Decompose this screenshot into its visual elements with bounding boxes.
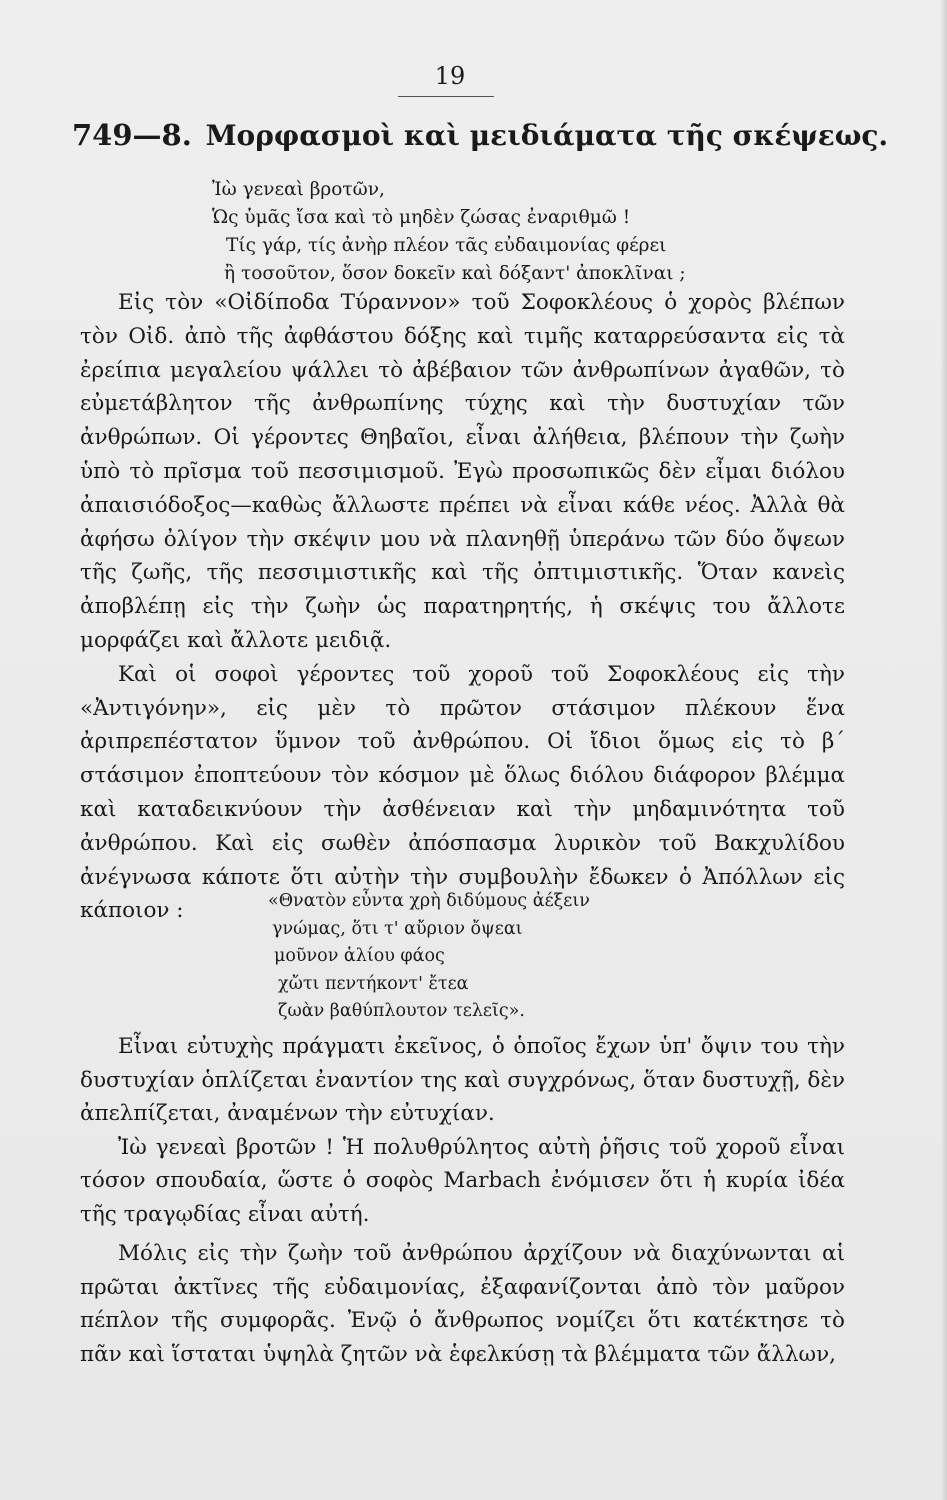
- motto-line: Ἰὼ γενεαὶ βροτῶν,: [212, 179, 385, 200]
- quote-line: ζωὰν βαθύπλουτον τελεῖς».: [278, 1001, 525, 1021]
- page-number: 19: [434, 62, 466, 90]
- paragraph: Εἶναι εὐτυχὴς πράγματι ἐκεῖνος, ὁ ὁποῖος ἔχων ὑπ' ὄψιν του τὴν δυστυχίαν ὁπλίζεται ἐναντίον της καὶ συγχρόνως, ὅταν δυστυχῇ, δὲν ἀπελπίζεται, ἀναμένων τὴν εὐτυχίαν.: [80, 1034, 845, 1126]
- paragraph: Καὶ οἱ σοφοὶ γέροντες τοῦ χοροῦ τοῦ Σοφοκλέους εἰς τὴν «Ἀντιγόνην», εἰς μὲν τὸ πρῶτον στάσιμον πλέκουν ἕνα ἀριπρεπέστατον ὕμνον τοῦ ἀνθρώπου. Οἱ ἴδιοι ὅμως εἰς τὸ β΄ στάσιμον ἐποπτεύουν τὸν κόσμον μὲ ὅλως διόλου διάφορον βλέμμα καὶ καταδεικνύουν τὴν ἀσθένειαν καὶ τὴν μηδαμινότητα τοῦ ἀνθρώπου. Καὶ εἰς σωθὲν ἀπόσπασμα λυρικὸν τοῦ Βακχυλίδου ἀνέγνωσα κάποτε ὅτι αὐτὴν τὴν συμβουλὴν ἔδωκεν ὁ Ἀπόλλων εἰς κάποιον :: [80, 661, 845, 924]
- paragraph: Εἰς τὸν «Οἰδίποδα Τύραννον» τοῦ Σοφοκλέους ὁ χορὸς βλέπων τὸν Οἰδ. ἀπὸ τῆς ἀφθάστου δόξης καὶ τιμῆς καταρρεύσαντα εἰς τὰ ἐρείπια μεγαλείου ψάλλει τὸ ἀβέβαιον τῶν ἀνθρωπίνων ἀγαθῶν, τὸ εὐμετάβλητον τῆς ἀνθρωπίνης τύχης καὶ τὴν δυστυχίαν τῶν ἀνθρώπων. Οἱ γέροντες Θηβαῖοι, εἶναι ἀλήθεια, βλέπουν τὴν ζωὴν ὑπὸ τὸ πρῖσμα τοῦ πεσσιμισμοῦ. Ἐγὼ προσωπικῶς δὲν εἶμαι διόλου ἀπαισιόδοξος—καθὼς ἄλλωστε πρέπει νὰ εἶναι κάθε νέος. Ἀλλὰ θὰ ἀφήσω ὀλίγον τὴν σκέψιν μου νὰ πλανηθῇ ὑπεράνω τῶν δύο ὄψεων τῆς ζωῆς, τῆς πεσσιμιστικῆς καὶ τῆς ὀπτιμιστικῆς. Ὅταν κανεὶς ἀποβλέπῃ εἰς τὴν ζωὴν ὡς παρατηρητής, ἡ σκέψις του ἄλλοτε μορφάζει καὶ ἄλλοτε μειδιᾷ.: [80, 290, 845, 653]
- section-number: 749—8.: [72, 118, 192, 152]
- motto-line: Τίς γάρ, τίς ἀνὴρ πλέον τᾶς εὐδαιμονίας φέρει: [226, 235, 667, 256]
- page-number-rule: [398, 96, 494, 97]
- quote-line: γνώμας, ὅτι τ' αὔριον ὄψεαι: [272, 918, 523, 939]
- bacchylides-quote: [268, 888, 868, 1026]
- quote-line: μοῦνον ἁλίου φάος: [274, 946, 445, 966]
- body-text-part-2: [80, 1030, 845, 1371]
- motto-line: ἢ τοσοῦτον, ὅσον δοκεῖν καὶ δόξαντ' ἀποκλῖναι ;: [224, 263, 686, 284]
- quote-line: «Θνατὸν εὖντα χρὴ διδύμους ἀέξειν: [268, 891, 590, 911]
- section-heading: [72, 118, 889, 152]
- section-title: Μορφασμοὶ καὶ μειδιάματα τῆς σκέψεως.: [205, 119, 889, 152]
- page-edge-shadow: [941, 0, 947, 1500]
- body-text-part-1: [80, 286, 845, 928]
- motto-line: Ὡς ὑμᾶς ἴσα καὶ τὸ μηδὲν ζώσας ἐναριθμῶ !: [212, 207, 631, 228]
- paragraph: Μόλις εἰς τὴν ζωὴν τοῦ ἀνθρώπου ἀρχίζουν νὰ διαχύνωνται αἱ πρῶται ἀκτῖνες τῆς εὐδαιμονίας, ἐξαφανίζονται ἀπὸ τὸν μαῦρον πέπλον τῆς συμφορᾶς. Ἐνῷ ὁ ἄνθρωπος νομίζει ὅτι κατέκτησε τὸ πᾶν καὶ ἵσταται ὑψηλὰ ζητῶν νὰ ἑφελκύσῃ τὰ βλέμματα τῶν ἄλλων,: [80, 1241, 845, 1367]
- motto-verse: [150, 176, 870, 288]
- quote-line: χὤτι πεντήκοντ' ἔτεα: [278, 973, 469, 994]
- paragraph: Ἰὼ γενεαὶ βροτῶν ! Ἡ πολυθρύλητος αὐτὴ ῥῆσις τοῦ χοροῦ εἶναι τόσον σπουδαία, ὥστε ὁ σοφὸς Marbach ἐνόμισεν ὅτι ἡ κυρία ἰδέα τῆς τραγῳδίας εἶναι αὐτή.: [80, 1134, 845, 1227]
